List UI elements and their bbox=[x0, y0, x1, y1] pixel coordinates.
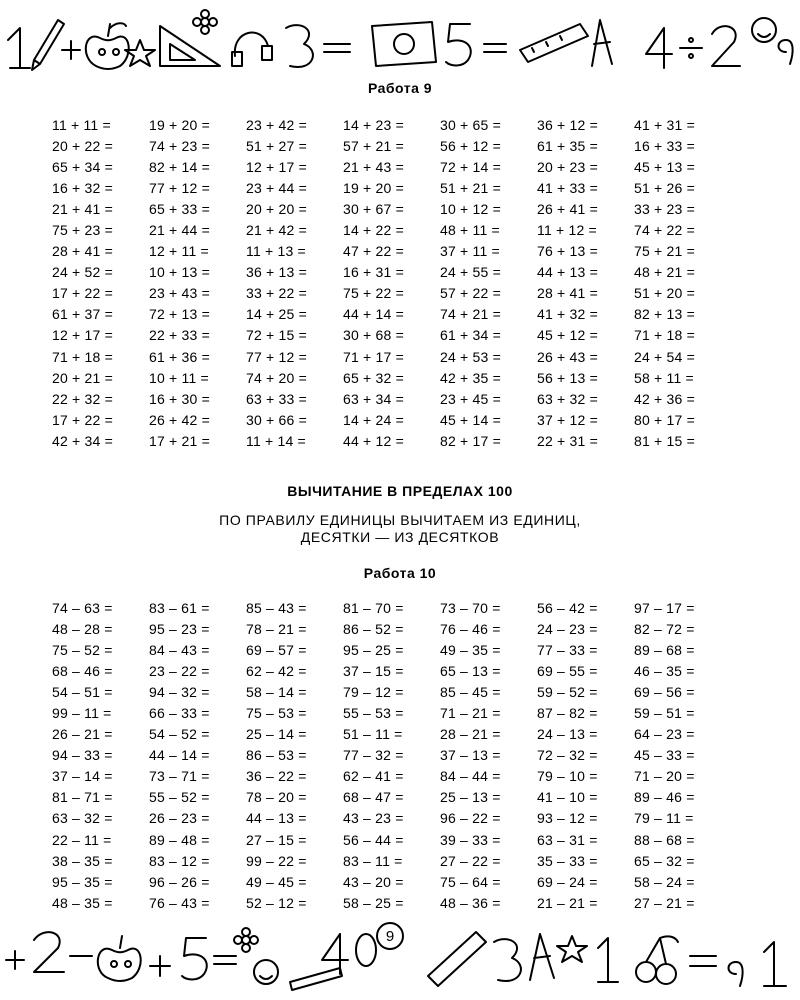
subtraction-exercise: 69 – 24 = bbox=[537, 873, 598, 890]
addition-exercise: 63 + 33 = bbox=[246, 390, 307, 407]
digit-two-doodle bbox=[712, 26, 740, 66]
addition-exercise: 41 + 33 = bbox=[537, 179, 598, 196]
subtraction-exercise: 55 – 53 = bbox=[343, 705, 404, 722]
work-9-row bbox=[52, 409, 731, 430]
rule-line-1: ПО ПРАВИЛУ ЕДИНИЦЫ ВЫЧИТАЕМ ИЗ ЕДИНИЦ, bbox=[219, 512, 581, 528]
subtraction-exercise: 51 – 11 = bbox=[343, 726, 403, 743]
subtraction-exercise: 76 – 43 = bbox=[149, 894, 210, 911]
addition-exercise: 75 + 21 = bbox=[634, 243, 695, 260]
subtraction-exercise: 93 – 12 = bbox=[537, 810, 598, 827]
addition-exercise: 16 + 30 = bbox=[149, 390, 210, 407]
addition-exercise: 65 + 34 = bbox=[52, 158, 113, 175]
apple-doodle bbox=[86, 23, 129, 69]
addition-exercise: 61 + 35 = bbox=[537, 137, 598, 154]
subtraction-exercise: 75 – 53 = bbox=[246, 705, 307, 722]
subtraction-exercise: 39 – 33 = bbox=[440, 831, 501, 848]
work-9-row bbox=[52, 135, 731, 156]
work-9-row bbox=[52, 325, 731, 346]
digit-five-doodle bbox=[446, 24, 471, 66]
addition-exercise: 20 + 22 = bbox=[52, 137, 113, 154]
addition-exercise: 24 + 55 = bbox=[440, 264, 501, 281]
addition-exercise: 11 + 14 = bbox=[246, 432, 306, 449]
page-number: 9 bbox=[376, 922, 404, 950]
subtraction-exercise: 44 – 13 = bbox=[246, 810, 307, 827]
addition-exercise: 63 + 34 = bbox=[343, 390, 404, 407]
addition-exercise: 57 + 22 = bbox=[440, 285, 501, 302]
addition-exercise: 75 + 23 = bbox=[52, 222, 113, 239]
subtraction-exercise: 27 – 21 = bbox=[634, 894, 695, 911]
subtraction-exercise: 65 – 13 = bbox=[440, 662, 501, 679]
addition-exercise: 12 + 17 = bbox=[52, 327, 113, 344]
addition-exercise: 74 + 22 = bbox=[634, 222, 695, 239]
addition-exercise: 14 + 22 = bbox=[343, 222, 404, 239]
divide-doodle bbox=[680, 38, 702, 58]
ruler-doodle bbox=[520, 24, 588, 62]
addition-exercise: 47 + 22 = bbox=[343, 243, 404, 260]
banknote-doodle bbox=[372, 22, 436, 66]
subtraction-exercise: 26 – 21 = bbox=[52, 726, 113, 743]
addition-exercise: 51 + 27 = bbox=[246, 137, 307, 154]
addition-exercise: 33 + 23 = bbox=[634, 200, 695, 217]
addition-exercise: 71 + 18 = bbox=[634, 327, 695, 344]
addition-exercise: 44 + 12 = bbox=[343, 432, 404, 449]
addition-exercise: 37 + 12 = bbox=[537, 411, 598, 428]
addition-exercise: 37 + 11 = bbox=[440, 243, 500, 260]
cherries-doodle bbox=[636, 936, 678, 984]
addition-exercise: 16 + 32 = bbox=[52, 179, 113, 196]
addition-exercise: 30 + 66 = bbox=[246, 411, 307, 428]
addition-exercise: 36 + 12 = bbox=[537, 116, 598, 133]
work-9-row bbox=[52, 219, 731, 240]
work-10-exercise-grid bbox=[52, 597, 731, 913]
work-10-row bbox=[52, 871, 731, 892]
subtraction-exercise: 36 – 22 = bbox=[246, 768, 307, 785]
addition-exercise: 44 + 14 = bbox=[343, 306, 404, 323]
work-10-row bbox=[52, 618, 731, 639]
work-9-row bbox=[52, 114, 731, 135]
subtraction-exercise: 79 – 10 = bbox=[537, 768, 598, 785]
plus-doodle bbox=[6, 951, 24, 969]
addition-exercise: 77 + 12 = bbox=[246, 348, 307, 365]
subtraction-exercise: 79 – 12 = bbox=[343, 683, 404, 700]
addition-exercise: 71 + 18 = bbox=[52, 348, 113, 365]
equals-doodle bbox=[484, 44, 506, 52]
subtraction-exercise: 54 – 51 = bbox=[52, 683, 113, 700]
addition-exercise: 11 + 11 = bbox=[52, 116, 111, 133]
addition-exercise: 16 + 33 = bbox=[634, 137, 695, 154]
addition-exercise: 36 + 13 = bbox=[246, 264, 307, 281]
addition-exercise: 19 + 20 = bbox=[149, 116, 210, 133]
addition-exercise: 72 + 13 = bbox=[149, 306, 210, 323]
subtraction-exercise: 69 – 57 = bbox=[246, 641, 307, 658]
subtraction-exercise: 89 – 68 = bbox=[634, 641, 695, 658]
subtraction-exercise: 22 – 11 = bbox=[52, 831, 112, 848]
subtraction-exercise: 99 – 22 = bbox=[246, 852, 307, 869]
addition-exercise: 17 + 21 = bbox=[149, 432, 210, 449]
subtraction-exercise: 82 – 72 = bbox=[634, 620, 695, 637]
subtraction-exercise: 68 – 47 = bbox=[343, 789, 404, 806]
subtraction-exercise: 37 – 15 = bbox=[343, 662, 404, 679]
subtraction-exercise: 43 – 23 = bbox=[343, 810, 404, 827]
subtraction-exercise: 84 – 44 = bbox=[440, 768, 501, 785]
addition-exercise: 44 + 13 = bbox=[537, 264, 598, 281]
addition-exercise: 61 + 34 = bbox=[440, 327, 501, 344]
subtraction-exercise: 88 – 68 = bbox=[634, 831, 695, 848]
subtraction-exercise: 62 – 41 = bbox=[343, 768, 404, 785]
addition-exercise: 51 + 26 = bbox=[634, 179, 695, 196]
subtraction-exercise: 66 – 33 = bbox=[149, 705, 210, 722]
subtraction-exercise: 85 – 45 = bbox=[440, 683, 501, 700]
addition-exercise: 28 + 41 = bbox=[537, 285, 598, 302]
subtraction-exercise: 24 – 13 = bbox=[537, 726, 598, 743]
work-9-row bbox=[52, 430, 731, 451]
addition-exercise: 20 + 20 = bbox=[246, 200, 307, 217]
subtraction-exercise: 89 – 48 = bbox=[149, 831, 210, 848]
minus-doodle bbox=[324, 44, 350, 52]
subtraction-exercise: 73 – 70 = bbox=[440, 599, 501, 616]
addition-exercise: 23 + 42 = bbox=[246, 116, 307, 133]
subtraction-exercise: 59 – 52 = bbox=[537, 683, 598, 700]
addition-exercise: 45 + 12 = bbox=[537, 327, 598, 344]
work-10-row bbox=[52, 639, 731, 660]
ruler-doodle bbox=[428, 932, 486, 986]
addition-exercise: 24 + 54 = bbox=[634, 348, 695, 365]
digit-nine-doodle bbox=[779, 40, 793, 64]
addition-exercise: 11 + 13 = bbox=[246, 243, 306, 260]
addition-exercise: 21 + 44 = bbox=[149, 222, 210, 239]
addition-exercise: 42 + 36 = bbox=[634, 390, 695, 407]
work-9-row bbox=[52, 177, 731, 198]
subtraction-exercise: 94 – 32 = bbox=[149, 683, 210, 700]
subtraction-exercise: 85 – 43 = bbox=[246, 599, 307, 616]
subtraction-exercise: 49 – 35 = bbox=[440, 641, 501, 658]
subtraction-exercise: 89 – 46 = bbox=[634, 789, 695, 806]
subtraction-exercise: 54 – 52 = bbox=[149, 726, 210, 743]
subtraction-exercise: 65 – 32 = bbox=[634, 852, 695, 869]
work-10-row bbox=[52, 681, 731, 702]
subtraction-exercise: 83 – 61 = bbox=[149, 599, 210, 616]
subtraction-exercise: 23 – 22 = bbox=[149, 662, 210, 679]
work-9-row bbox=[52, 156, 731, 177]
addition-exercise: 10 + 12 = bbox=[440, 200, 501, 217]
addition-exercise: 21 + 42 = bbox=[246, 222, 307, 239]
work-10-row bbox=[52, 787, 731, 808]
flower-doodle bbox=[234, 928, 258, 952]
addition-exercise: 33 + 22 = bbox=[246, 285, 307, 302]
addition-exercise: 51 + 20 = bbox=[634, 285, 695, 302]
addition-exercise: 72 + 14 = bbox=[440, 158, 501, 175]
subtraction-exercise: 21 – 21 = bbox=[537, 894, 598, 911]
work-9-row bbox=[52, 304, 731, 325]
addition-exercise: 56 + 12 = bbox=[440, 137, 501, 154]
addition-exercise: 20 + 21 = bbox=[52, 369, 113, 386]
digit-four-doodle bbox=[322, 934, 348, 974]
addition-exercise: 45 + 14 = bbox=[440, 411, 501, 428]
subtraction-exercise: 75 – 52 = bbox=[52, 641, 113, 658]
subtraction-exercise: 77 – 32 = bbox=[343, 747, 404, 764]
subtraction-exercise: 25 – 14 = bbox=[246, 726, 307, 743]
compass-doodle bbox=[530, 934, 554, 980]
subtraction-exercise: 44 – 14 = bbox=[149, 747, 210, 764]
star-doodle bbox=[125, 40, 155, 66]
addition-exercise: 45 + 13 = bbox=[634, 158, 695, 175]
subtraction-exercise: 27 – 15 = bbox=[246, 831, 307, 848]
top-decorative-border bbox=[0, 0, 800, 78]
work-10-row bbox=[52, 850, 731, 871]
work-10-row bbox=[52, 808, 731, 829]
digit-nine-doodle bbox=[729, 962, 743, 986]
addition-exercise: 74 + 20 = bbox=[246, 369, 307, 386]
digit-one-doodle bbox=[8, 28, 30, 68]
work-9-row bbox=[52, 198, 731, 219]
addition-exercise: 23 + 45 = bbox=[440, 390, 501, 407]
work-9-title: Работа 9 bbox=[367, 80, 433, 96]
subtraction-exercise: 96 – 26 = bbox=[149, 873, 210, 890]
subtraction-exercise: 71 – 21 = bbox=[440, 705, 501, 722]
pencil-doodle bbox=[290, 968, 342, 990]
addition-exercise: 61 + 37 = bbox=[52, 306, 113, 323]
addition-exercise: 42 + 34 = bbox=[52, 432, 113, 449]
subtraction-exercise: 43 – 20 = bbox=[343, 873, 404, 890]
subtraction-exercise: 69 – 55 = bbox=[537, 662, 598, 679]
subtraction-exercise: 58 – 14 = bbox=[246, 683, 307, 700]
subtraction-exercise: 77 – 33 = bbox=[537, 641, 598, 658]
addition-exercise: 80 + 17 = bbox=[634, 411, 695, 428]
addition-exercise: 14 + 23 = bbox=[343, 116, 404, 133]
addition-exercise: 58 + 11 = bbox=[634, 369, 694, 386]
addition-exercise: 26 + 42 = bbox=[149, 411, 210, 428]
subtraction-exercise: 96 – 22 = bbox=[440, 810, 501, 827]
work-9-row bbox=[52, 262, 731, 283]
subtraction-exercise: 75 – 64 = bbox=[440, 873, 501, 890]
subtraction-exercise: 59 – 51 = bbox=[634, 705, 695, 722]
subtraction-exercise: 76 – 46 = bbox=[440, 620, 501, 637]
star-doodle bbox=[557, 936, 587, 962]
digit-one-doodle bbox=[598, 938, 618, 982]
work-10-row bbox=[52, 829, 731, 850]
work-9-row bbox=[52, 367, 731, 388]
addition-exercise: 51 + 21 = bbox=[440, 179, 501, 196]
work-10-row bbox=[52, 766, 731, 787]
addition-exercise: 22 + 31 = bbox=[537, 432, 598, 449]
addition-exercise: 17 + 22 = bbox=[52, 285, 113, 302]
subtraction-exercise: 45 – 33 = bbox=[634, 747, 695, 764]
subtraction-exercise: 62 – 42 = bbox=[246, 662, 307, 679]
addition-exercise: 22 + 33 = bbox=[149, 327, 210, 344]
addition-exercise: 75 + 22 = bbox=[343, 285, 404, 302]
equals-doodle bbox=[690, 956, 716, 966]
subtraction-exercise: 58 – 24 = bbox=[634, 873, 695, 890]
addition-exercise: 20 + 23 = bbox=[537, 158, 598, 175]
subtraction-exercise: 37 – 13 = bbox=[440, 747, 501, 764]
addition-exercise: 65 + 32 = bbox=[343, 369, 404, 386]
smiley-doodle bbox=[254, 960, 278, 984]
addition-exercise: 41 + 32 = bbox=[537, 306, 598, 323]
addition-exercise: 74 + 23 = bbox=[149, 137, 210, 154]
addition-exercise: 11 + 12 = bbox=[537, 222, 597, 239]
addition-exercise: 10 + 13 = bbox=[149, 264, 210, 281]
subtraction-exercise: 73 – 71 = bbox=[149, 768, 210, 785]
subtraction-exercise: 55 – 52 = bbox=[149, 789, 210, 806]
triangle-ruler-doodle bbox=[160, 26, 220, 66]
subtraction-exercise: 48 – 36 = bbox=[440, 894, 501, 911]
subtraction-exercise: 95 – 25 = bbox=[343, 641, 404, 658]
addition-exercise: 82 + 17 = bbox=[440, 432, 501, 449]
work-10-row bbox=[52, 702, 731, 723]
work-10-row bbox=[52, 892, 731, 913]
subtraction-exercise: 41 – 10 = bbox=[537, 789, 598, 806]
smiley-doodle bbox=[752, 18, 776, 42]
work-9-row bbox=[52, 388, 731, 409]
subtraction-exercise: 74 – 63 = bbox=[52, 599, 113, 616]
subtraction-exercise: 78 – 20 = bbox=[246, 789, 307, 806]
subtraction-exercise: 48 – 28 = bbox=[52, 620, 113, 637]
subtraction-exercise: 38 – 35 = bbox=[52, 852, 113, 869]
subtraction-exercise: 78 – 21 = bbox=[246, 620, 307, 637]
addition-exercise: 26 + 41 = bbox=[537, 200, 598, 217]
digit-three-doodle bbox=[286, 25, 313, 67]
work-10-title: Работа 10 bbox=[363, 565, 437, 581]
subtraction-exercise: 26 – 23 = bbox=[149, 810, 210, 827]
subtraction-exercise: 69 – 56 = bbox=[634, 683, 695, 700]
work-10-row bbox=[52, 660, 731, 681]
section-heading: ВЫЧИТАНИЕ В ПРЕДЕЛАХ 100 bbox=[287, 483, 513, 499]
addition-exercise: 30 + 67 = bbox=[343, 200, 404, 217]
addition-exercise: 65 + 33 = bbox=[149, 200, 210, 217]
subtraction-exercise: 84 – 43 = bbox=[149, 641, 210, 658]
addition-exercise: 16 + 31 = bbox=[343, 264, 404, 281]
addition-exercise: 72 + 15 = bbox=[246, 327, 307, 344]
subtraction-exercise: 35 – 33 = bbox=[537, 852, 598, 869]
addition-exercise: 71 + 17 = bbox=[343, 348, 404, 365]
work-9-row bbox=[52, 241, 731, 262]
addition-exercise: 42 + 35 = bbox=[440, 369, 501, 386]
subtraction-exercise: 46 – 35 = bbox=[634, 662, 695, 679]
addition-exercise: 17 + 22 = bbox=[52, 411, 113, 428]
pencil-doodle bbox=[32, 20, 64, 70]
subtraction-exercise: 64 – 23 = bbox=[634, 726, 695, 743]
subtraction-exercise: 99 – 11 = bbox=[52, 705, 112, 722]
subtraction-exercise: 63 – 31 = bbox=[537, 831, 598, 848]
subtraction-exercise: 56 – 44 = bbox=[343, 831, 404, 848]
subtraction-exercise: 97 – 17 = bbox=[634, 599, 695, 616]
addition-exercise: 14 + 24 = bbox=[343, 411, 404, 428]
work-10-row bbox=[52, 745, 731, 766]
subtraction-exercise: 95 – 35 = bbox=[52, 873, 113, 890]
subtraction-exercise: 24 – 23 = bbox=[537, 620, 598, 637]
subtraction-exercise: 49 – 45 = bbox=[246, 873, 307, 890]
addition-exercise: 12 + 11 = bbox=[149, 243, 209, 260]
subtraction-exercise: 58 – 25 = bbox=[343, 894, 404, 911]
addition-exercise: 82 + 13 = bbox=[634, 306, 695, 323]
subtraction-exercise: 86 – 53 = bbox=[246, 747, 307, 764]
subtraction-exercise: 79 – 11 = bbox=[634, 810, 694, 827]
addition-exercise: 10 + 11 = bbox=[149, 369, 209, 386]
subtraction-exercise: 95 – 23 = bbox=[149, 620, 210, 637]
subtraction-exercise: 37 – 14 = bbox=[52, 768, 113, 785]
addition-exercise: 81 + 15 = bbox=[634, 432, 695, 449]
digit-two-doodle bbox=[34, 932, 64, 972]
addition-exercise: 77 + 12 = bbox=[149, 179, 210, 196]
work-9-row bbox=[52, 283, 731, 304]
addition-exercise: 82 + 14 = bbox=[149, 158, 210, 175]
addition-exercise: 48 + 11 = bbox=[440, 222, 500, 239]
subtraction-exercise: 81 – 71 = bbox=[52, 789, 113, 806]
plus-doodle bbox=[150, 956, 170, 976]
apple-doodle bbox=[98, 936, 141, 981]
subtraction-exercise: 72 – 32 = bbox=[537, 747, 598, 764]
subtraction-exercise: 63 – 32 = bbox=[52, 810, 113, 827]
addition-exercise: 57 + 21 = bbox=[343, 137, 404, 154]
compass-doodle bbox=[592, 20, 612, 66]
addition-exercise: 74 + 21 = bbox=[440, 306, 501, 323]
work-9-row bbox=[52, 346, 731, 367]
subtraction-exercise: 25 – 13 = bbox=[440, 789, 501, 806]
digit-one-doodle bbox=[764, 942, 786, 986]
addition-exercise: 24 + 53 = bbox=[440, 348, 501, 365]
addition-exercise: 48 + 21 = bbox=[634, 264, 695, 281]
plus-doodle bbox=[62, 41, 80, 59]
addition-exercise: 30 + 65 = bbox=[440, 116, 501, 133]
addition-exercise: 30 + 68 = bbox=[343, 327, 404, 344]
addition-exercise: 14 + 25 = bbox=[246, 306, 307, 323]
addition-exercise: 63 + 32 = bbox=[537, 390, 598, 407]
subtraction-exercise: 83 – 12 = bbox=[149, 852, 210, 869]
subtraction-exercise: 94 – 33 = bbox=[52, 747, 113, 764]
addition-exercise: 56 + 13 = bbox=[537, 369, 598, 386]
subtraction-exercise: 28 – 21 = bbox=[440, 726, 501, 743]
work-10-row bbox=[52, 597, 731, 618]
addition-exercise: 41 + 31 = bbox=[634, 116, 695, 133]
subtraction-exercise: 27 – 22 = bbox=[440, 852, 501, 869]
work-9-exercise-grid bbox=[52, 114, 731, 452]
addition-exercise: 28 + 41 = bbox=[52, 243, 113, 260]
subtraction-exercise: 83 – 11 = bbox=[343, 852, 403, 869]
subtraction-exercise: 48 – 35 = bbox=[52, 894, 113, 911]
addition-exercise: 12 + 17 = bbox=[246, 158, 307, 175]
subtraction-exercise: 56 – 42 = bbox=[537, 599, 598, 616]
addition-exercise: 61 + 36 = bbox=[149, 348, 210, 365]
rule-line-2: ДЕСЯТКИ — ИЗ ДЕСЯТКОВ bbox=[300, 529, 500, 545]
addition-exercise: 24 + 52 = bbox=[52, 264, 113, 281]
equals-doodle bbox=[214, 956, 236, 964]
addition-exercise: 21 + 41 = bbox=[52, 200, 113, 217]
addition-exercise: 19 + 20 = bbox=[343, 179, 404, 196]
addition-exercise: 76 + 13 = bbox=[537, 243, 598, 260]
headphones-doodle bbox=[232, 33, 272, 66]
addition-exercise: 21 + 43 = bbox=[343, 158, 404, 175]
subtraction-exercise: 71 – 20 = bbox=[634, 768, 695, 785]
work-10-row bbox=[52, 724, 731, 745]
subtraction-exercise: 81 – 70 = bbox=[343, 599, 404, 616]
zero-doodle bbox=[356, 934, 376, 966]
addition-exercise: 22 + 32 = bbox=[52, 390, 113, 407]
addition-exercise: 26 + 43 = bbox=[537, 348, 598, 365]
addition-exercise: 23 + 44 = bbox=[246, 179, 307, 196]
digit-four-doodle bbox=[646, 28, 672, 68]
addition-exercise: 23 + 43 = bbox=[149, 285, 210, 302]
subtraction-exercise: 52 – 12 = bbox=[246, 894, 307, 911]
subtraction-exercise: 87 – 82 = bbox=[537, 705, 598, 722]
subtraction-exercise: 86 – 52 = bbox=[343, 620, 404, 637]
flower-doodle bbox=[193, 10, 217, 34]
digit-five-doodle bbox=[182, 938, 207, 980]
subtraction-exercise: 68 – 46 = bbox=[52, 662, 113, 679]
digit-three-doodle bbox=[494, 939, 521, 981]
